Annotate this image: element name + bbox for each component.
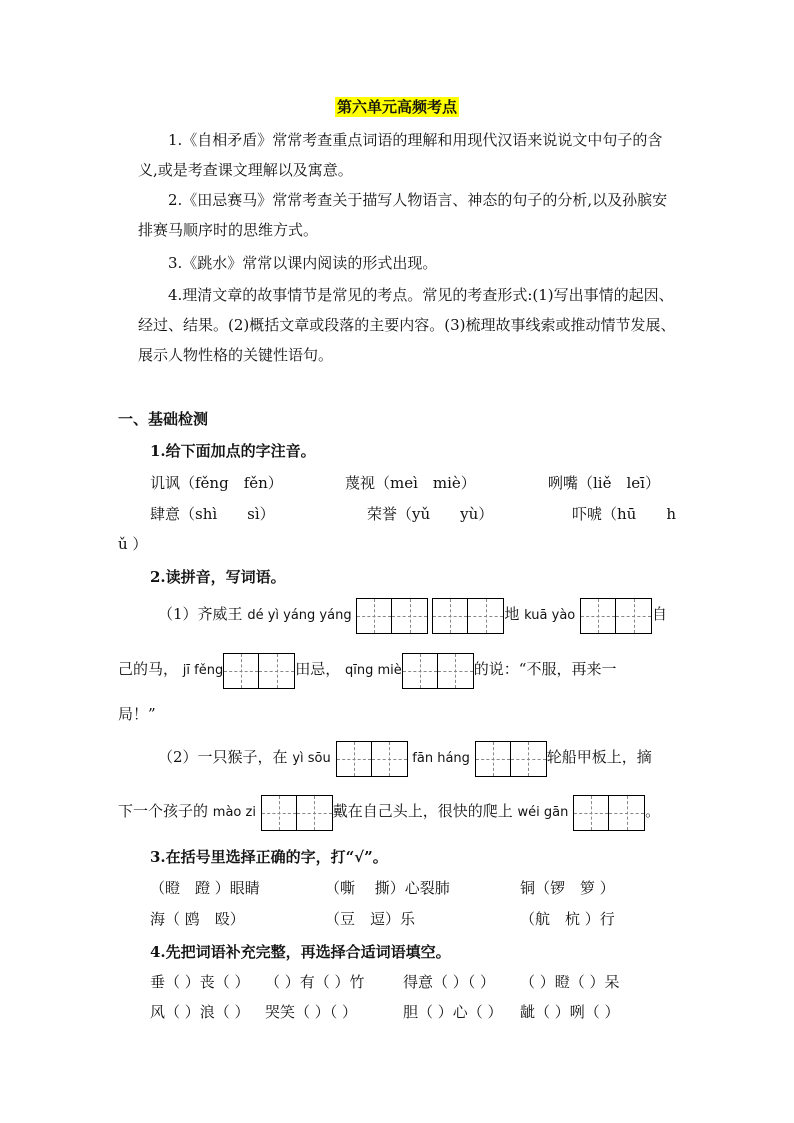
q2-s2-line1: （2）一只猴子，在 yì sōu fān háng 轮船甲板上，摘 [158,739,652,775]
q2-s2-line2: 下一个孩子的 mào zi 戴在自己头上，很快的爬上 wéi gān 。 [118,793,660,829]
pinyin: mào zi [212,805,256,820]
q1-item-6: 吓唬（hū h [572,505,676,523]
question-1-title: 1.给下面加点的字注音。 [150,442,316,460]
q4-item-4: （ ）瞪（ ）呆 [520,973,620,991]
q1-item-1: 讥讽（fěng fěn） [150,474,283,492]
q1-item-6-wrap: ǔ ） [118,535,148,553]
answer-grid-2[interactable] [261,795,333,831]
pinyin: kuā yào [524,608,576,623]
q2-s1-line1: （1）齐威王 dé yì yáng yáng 地 kuā yào 自 [158,596,667,632]
q3-item-6: （航 杭 ）行 [520,910,615,928]
q4-item-3: 得意（ ）（ ） [403,973,496,991]
intro-item-4: 4.理清文章的故事情节是常见的考点。常见的考查形式:(1)写出事情的起因、经过、结果。(2)概括文章或段落的主要内容。(3)梳理故事线索或推动情节发展、展示人物性格的关键性语句。 [138,286,676,364]
question-3-title: 3.在括号里选择正确的字，打“√”。 [150,848,388,866]
q3-item-1: （瞪 蹬 ）眼睛 [150,879,260,897]
q3-item-4: 海（ 鸥 殴） [150,910,245,928]
q4-item-7: 胆（ ）心（ ） [403,1003,503,1021]
q4-item-6: 哭笑（ ）（ ） [265,1003,358,1021]
q4-item-1: 垂（ ）丧（ ） [150,973,250,991]
pinyin: fān háng [412,751,470,766]
question-2-title: 2.读拼音，写词语。 [150,568,286,586]
q2-s1-line3: 局！” [118,705,156,723]
answer-grid-2[interactable] [475,741,547,777]
pinyin: jī fěng [182,663,224,678]
q2-s1-line2: 己的马， jī fěng 田忌， qīng miè 的说：“不服，再来一 [118,651,616,687]
pinyin: yì sōu [292,751,331,766]
q3-item-2: （嘶 撕）心裂肺 [325,879,450,897]
q1-item-2: 蔑视（meì miè） [345,474,476,492]
answer-grid-2[interactable] [573,795,645,831]
title-highlight: 第六单元高频考点 [336,98,457,116]
intro-item-3: 3.《跳水》常常以课内阅读的形式出现。 [168,254,438,272]
pinyin: wéi gān [517,805,569,820]
answer-grid-2[interactable] [580,598,652,634]
section-heading: 一、基础检测 [118,410,209,428]
q3-item-5: （豆 逗）乐 [325,910,416,928]
q3-item-3: 铜（锣 箩 ） [520,879,615,897]
pinyin: qīng miè [345,663,402,678]
q1-item-4: 肆意（shì sì） [150,505,275,523]
q4-item-2: （ ）有（ ）竹 [265,973,365,991]
q1-item-3: 咧嘴（liě leī） [548,474,660,492]
answer-grid-2[interactable] [402,653,474,689]
answer-grid-2[interactable] [336,741,408,777]
answer-grid-4[interactable] [356,598,428,634]
intro-item-2: 2.《田忌赛马》常常考查关于描写人物语言、神态的句子的分析,以及孙膑安排赛马顺序时的思维方式。 [138,191,668,239]
pinyin: dé yì yáng yáng [247,608,352,623]
q4-item-8: 龇（ ）咧（ ） [520,1003,620,1021]
answer-grid-2[interactable] [223,653,295,689]
q1-item-5: 荣誉（yǔ yù） [367,505,494,523]
intro-item-1: 1.《自相矛盾》常常考查重点词语的理解和用现代汉语来说说文中句子的含义,或是考查课文理解以及寓意。 [138,131,663,179]
q4-item-5: 风（ ）浪（ ） [150,1003,250,1021]
page-title [0,96,794,117]
question-4-title: 4.先把词语补充完整，再选择合适词语填空。 [150,943,451,961]
